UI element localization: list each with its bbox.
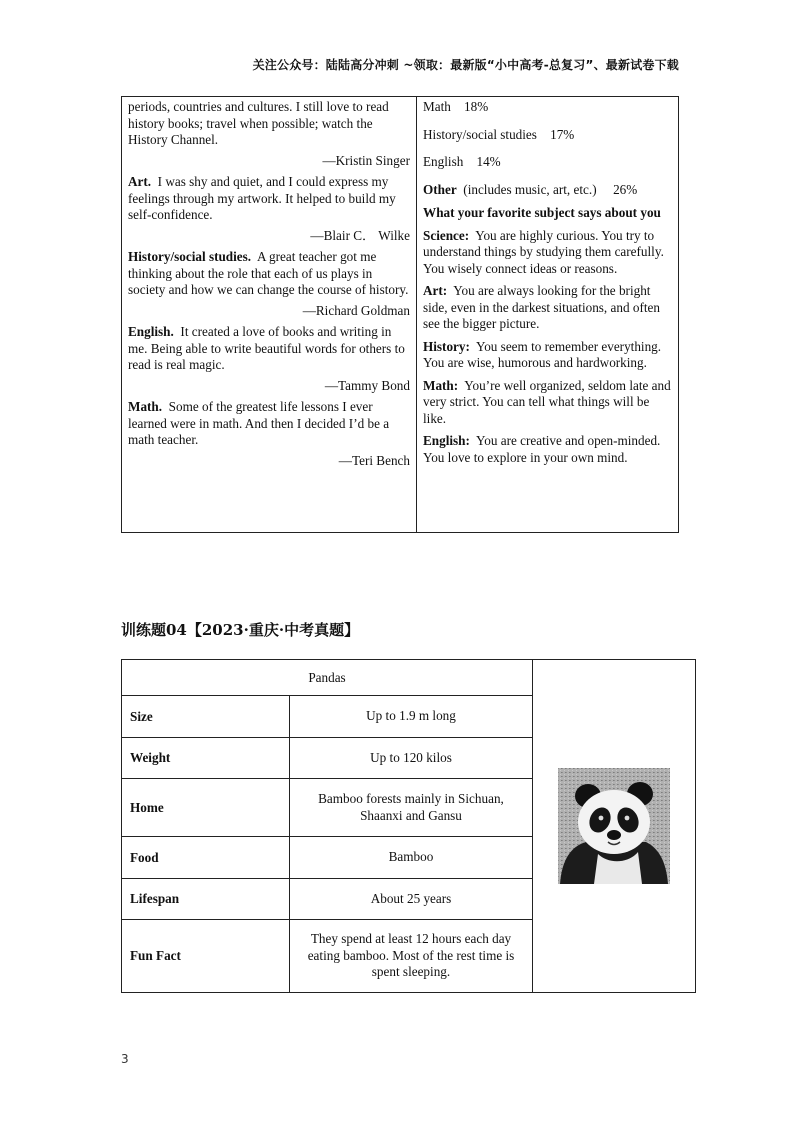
- meaning-art-label: Art:: [423, 283, 448, 298]
- subjects-table: [121, 96, 679, 533]
- quote-3-label: History/social studies.: [128, 249, 252, 264]
- stat-other: [423, 182, 674, 199]
- stat-english: English 14%: [423, 154, 501, 169]
- table-row: [122, 738, 532, 779]
- table-row: [122, 696, 532, 738]
- stat-other-text: (includes music, art, etc.) 26%: [463, 181, 638, 197]
- row-label: Home: [122, 779, 290, 836]
- row-value: Up to 120 kilos: [370, 749, 452, 765]
- meaning-english-label: English:: [423, 433, 470, 448]
- table-row: [122, 879, 532, 920]
- meaning-math: [423, 378, 674, 428]
- meaning-math-label: Math:: [423, 377, 459, 393]
- quote-2-author: —Blair C． Wilke: [310, 227, 410, 243]
- row-value: They spend at least 12 hours each day eating bamboo. Most of the rest time is spent sleeping.: [307, 931, 515, 980]
- row-label: Size: [122, 696, 290, 737]
- quote-1-text: periods, countries and cultures. I still love to read history books; travel when possible; watch the History Channel.: [128, 99, 389, 147]
- quote-3: [128, 249, 410, 299]
- pandas-title: Pandas: [308, 669, 346, 685]
- row-value: Up to 1.9 m long: [366, 708, 456, 724]
- quote-2-text: I was shy and quiet, and I could express my feelings through my artwork. It helped to build my self-confidence.: [128, 174, 396, 222]
- quote-3-author: —Richard Goldman: [302, 302, 410, 318]
- row-value: Bamboo forests mainly in Sichuan, Shaanxi and Gansu: [318, 791, 504, 823]
- stat-math: Math 18%: [423, 99, 489, 114]
- meaning-math-text: You’re well organized, seldom late and very strict. You can tell what things will be like.: [423, 377, 671, 426]
- stat-other-label: Other: [423, 181, 457, 197]
- quote-2-label: Art.: [128, 174, 152, 189]
- meaning-science-label: Science:: [423, 227, 470, 243]
- row-label: Weight: [122, 738, 290, 778]
- row-value: Bamboo: [388, 849, 434, 865]
- quote-3-text: A great teacher got me thinking about the role that each of us plays in society and how we can change the course of history.: [128, 249, 409, 297]
- quote-2: [128, 174, 410, 224]
- panda-image-cell: [532, 660, 695, 992]
- stat-history: History/social studies 17%: [423, 126, 575, 142]
- meaning-history-label: History:: [423, 338, 470, 354]
- pandas-title-row: [122, 660, 532, 696]
- panda-photo-icon: [558, 768, 670, 884]
- table-row: [122, 920, 532, 992]
- meaning-art: [423, 283, 674, 333]
- quote-5-author: —Teri Bench: [338, 452, 410, 468]
- meaning-english: [423, 433, 674, 466]
- page-header: 关注公众号：陆陆高分冲刺 ~领取：最新版“小中高考-总复习”、最新试卷下载: [252, 58, 679, 72]
- quote-5: [128, 399, 410, 449]
- quote-5-text: Some of the greatest life lessons I ever learned were in math. And then I decided I’d be a math teacher.: [128, 399, 390, 447]
- row-label: Food: [122, 837, 290, 878]
- meaning-history: [423, 339, 674, 372]
- row-label: Lifespan: [122, 879, 290, 919]
- pandas-table: [121, 659, 696, 993]
- meaning-english-text: You are creative and open-minded. You love to explore in your own mind.: [423, 433, 661, 465]
- table-row: [122, 779, 532, 837]
- quotes-column: [122, 97, 417, 532]
- row-value: About 25 years: [370, 890, 452, 906]
- section-title: 训练题04【2023·重庆·中考真题】: [121, 621, 360, 639]
- meaning-history-text: You seem to remember everything. You are wise, humorous and hardworking.: [423, 338, 662, 370]
- quote-4-author: —Tammy Bond: [324, 377, 410, 393]
- table-row: [122, 837, 532, 879]
- quote-5-label: Math.: [128, 399, 163, 414]
- row-label: Fun Fact: [122, 920, 290, 992]
- favorite-subject-heading: What your favorite subject says about you: [423, 205, 661, 220]
- meaning-science: [423, 228, 674, 278]
- pandas-facts: [122, 660, 533, 992]
- page-number: 3: [121, 1052, 129, 1066]
- quote-4: [128, 324, 410, 374]
- stats-column: [417, 97, 678, 532]
- meaning-art-text: You are always looking for the bright side, even in the darkest situations, and often see the bigger picture.: [423, 283, 660, 331]
- quote-4-label: English.: [128, 324, 174, 339]
- quote-1-author: —Kristin Singer: [322, 152, 410, 168]
- meaning-science-text: You are highly curious. You try to understand things by studying them carefully. You wisely connect ideas or reasons.: [423, 227, 664, 276]
- quote-4-text: It created a love of books and writing in me. Being able to write beautiful words for others to read is real magic.: [128, 324, 405, 372]
